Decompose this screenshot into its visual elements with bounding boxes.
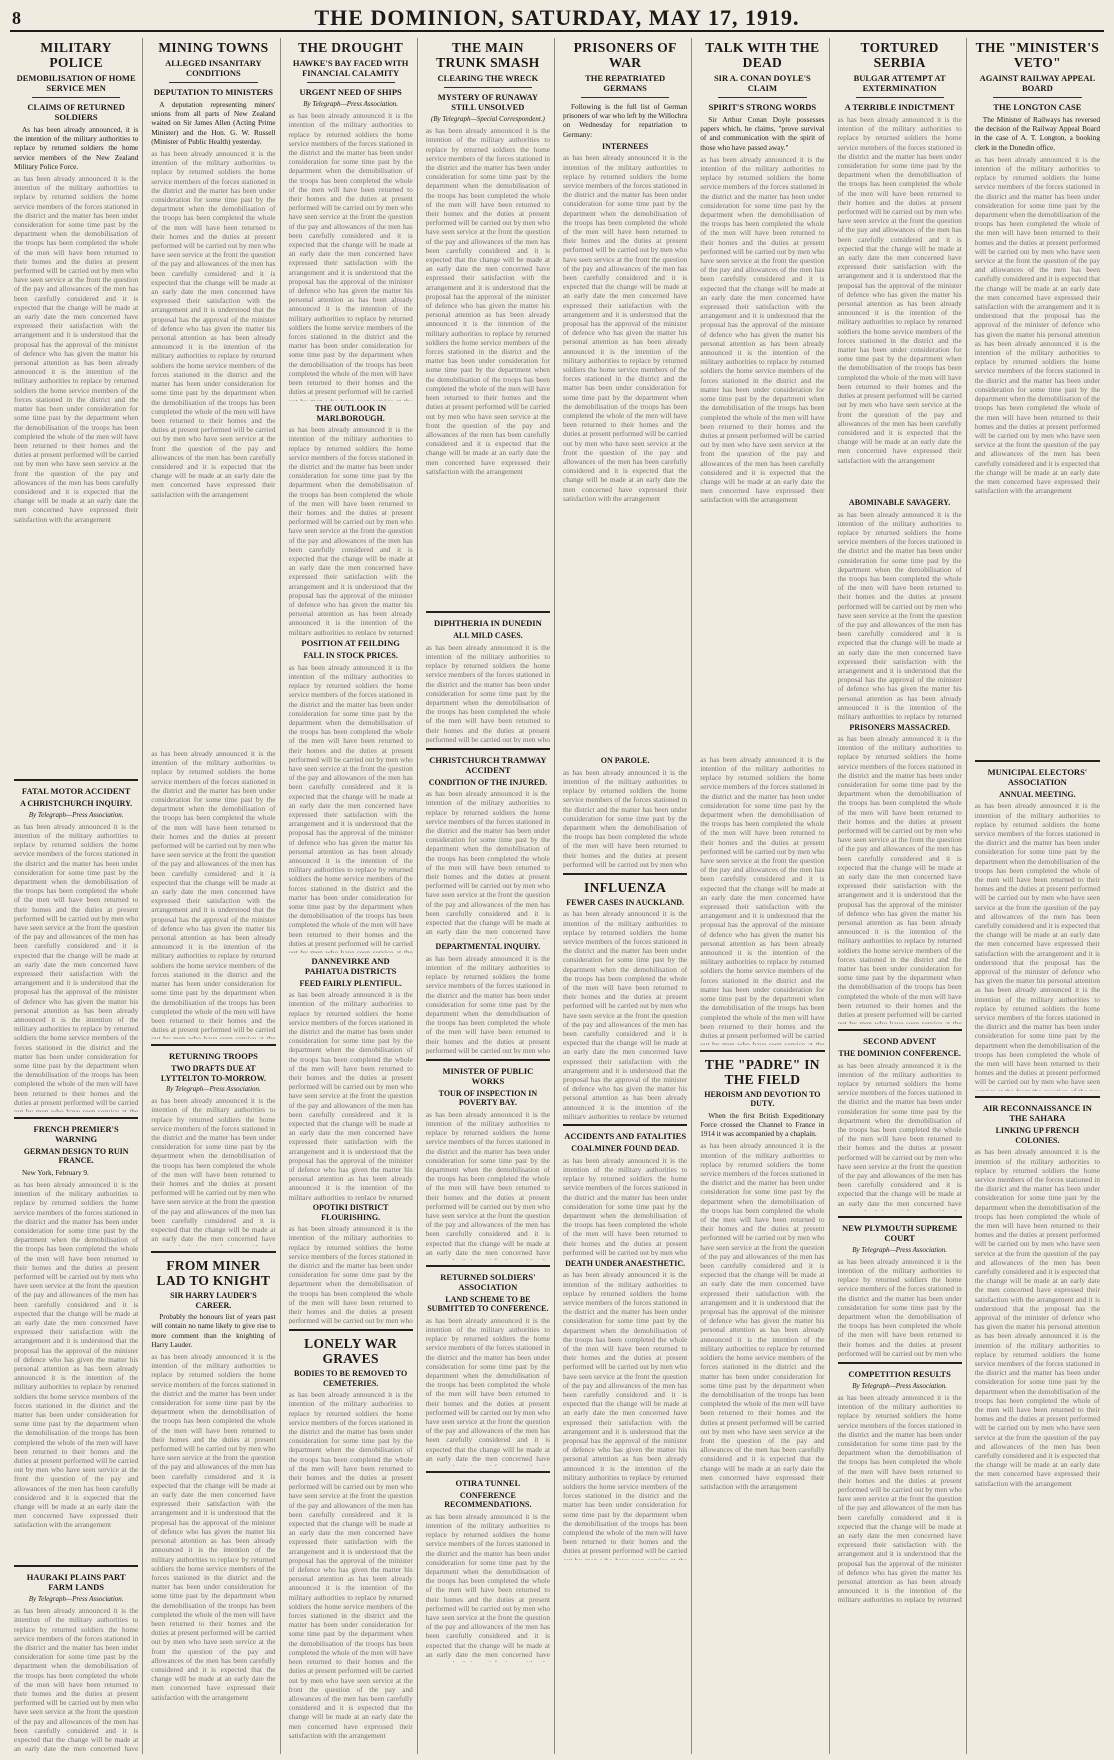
- article-body-text: [975, 801, 1100, 1091]
- article-body-text: [14, 174, 138, 774]
- divider: [426, 1059, 550, 1061]
- deck-harry-lauder: SIR HARRY LAUDER'S CAREER.: [170, 1291, 257, 1310]
- article-body-text: [289, 990, 413, 1200]
- headline-returning-troops: RETURNING TROOPS: [168, 1051, 258, 1062]
- article-body-text: [700, 155, 824, 755]
- deck-fall-in-stock-prices: FALL IN STOCK PRICES.: [303, 651, 398, 661]
- deck-condition-of-injured: CONDITION OF THE INJURED.: [428, 777, 547, 787]
- deck-bulgar-attempt: BULGAR ATTEMPT AT EXTERMINATION: [853, 73, 946, 93]
- headline-new-plymouth-court: NEW PLYMOUTH SUPREME COURT: [842, 1222, 958, 1243]
- divider: [14, 1565, 138, 1567]
- divider: [14, 779, 138, 781]
- divider: [856, 97, 944, 98]
- headline-second-advent: SECOND ADVENT: [863, 1036, 937, 1046]
- deck-death-under-anaesthetic: DEATH UNDER ANAESTHETIC.: [565, 1258, 686, 1268]
- article-body-text: [563, 909, 687, 1119]
- subhead-mystery-of-runaway: MYSTERY OF RUNAWAY STILL UNSOLVED: [437, 92, 539, 112]
- headline-main-trunk-smash: THE MAIN TRUNK SMASH: [436, 40, 540, 70]
- article-lead: The Minister of Railways has reversed the decision of the Railway Appeal Board in the case of A. T. Longton, a booking clerk in the Dunedin office.: [974, 115, 1100, 152]
- article-body-text: [289, 1224, 413, 1324]
- divider: [581, 97, 669, 98]
- deck-poverty-bay-tour: TOUR OF INSPECTION IN POVERTY BAY.: [438, 1088, 538, 1108]
- article-columns: [10, 38, 1104, 1754]
- subhead-marlborough: THE OUTLOOK IN MARLBOROUGH.: [315, 404, 387, 423]
- divider: [151, 1044, 275, 1046]
- article-body-text: [426, 789, 550, 939]
- article-lead: Following is the full list of German prisoners of war who left by the Willochra on Wednesday for repatriation to Germany:: [563, 102, 688, 139]
- article-body-text: [426, 1316, 550, 1466]
- deck-demobilisation: DEMOBILISATION OF HOME SERVICE MEN: [16, 73, 136, 93]
- divider: [718, 97, 806, 98]
- deck-clearing-the-wreck: CLEARING THE WRECK: [437, 73, 539, 83]
- deck-hawkes-bay: HAWKE'S BAY FACED WITH FINANCIAL CALAMITY: [292, 58, 409, 78]
- article-body-text: [14, 822, 138, 1112]
- deck-annual-meeting: ANNUAL MEETING.: [999, 789, 1076, 799]
- article-body-text: [14, 1180, 138, 1560]
- deck-heroism-devotion: HEROISM AND DEVOTION TO DUTY.: [704, 1089, 821, 1109]
- byline: By Telegraph—Press Association.: [165, 1085, 261, 1094]
- headline-accidents-fatalities: ACCIDENTS AND FATALITIES: [564, 1131, 687, 1142]
- article-body-text: [289, 663, 413, 953]
- headline-minister-public-works: MINISTER OF PUBLIC WORKS: [442, 1065, 534, 1086]
- deck-dominion-conference: THE DOMINION CONFERENCE.: [838, 1049, 961, 1058]
- article-lead: When the first British Expeditionary Force crossed the Channel to France in 1914 it was accompanied by a chaplain.: [700, 1110, 825, 1139]
- headline-municipal-electors: MUNICIPAL ELECTORS' ASSOCIATION: [987, 766, 1088, 787]
- column-5: [559, 38, 692, 1754]
- subhead-urgent-need-of-ships: URGENT NEED OF SHIPS: [299, 87, 402, 97]
- deck-all-mild-cases: ALL MILD CASES.: [453, 631, 523, 641]
- deck-departmental-inquiry: DEPARTMENTAL INQUIRY.: [435, 942, 541, 952]
- divider: [993, 97, 1082, 98]
- subhead-spirits-strong-words: SPIRIT'S STRONG WORDS: [708, 102, 817, 112]
- column-1: [10, 38, 143, 1754]
- deck-linking-french-colonies: LINKING UP FRENCH COLONIES.: [995, 1126, 1080, 1145]
- subhead-deputation: DEPUTATION TO MINISTERS: [153, 87, 274, 97]
- headline-the-drought: THE DROUGHT: [298, 40, 404, 55]
- subhead-prisoners-massacred: PRISONERS MASSACRED.: [849, 722, 950, 732]
- divider: [975, 760, 1100, 762]
- divider: [426, 611, 550, 613]
- divider: [563, 873, 687, 875]
- subhead-opotiki: OPOTIKI DISTRICT FLOURISHING.: [312, 1203, 389, 1222]
- divider: [32, 97, 120, 98]
- newspaper-title: THE DOMINION, SATURDAY, MAY 17, 1919.: [314, 5, 800, 30]
- headline-otira-tunnel: OTIRA TUNNEL: [455, 1477, 521, 1488]
- article-body-text: [700, 1141, 824, 1521]
- article-body-text: [838, 1257, 962, 1357]
- deck-insanitary-conditions: ALLEGED INSANITARY CONDITIONS: [165, 58, 262, 78]
- deck-feed-plentiful: FEED FAIRLY PLENTIFUL.: [299, 978, 402, 988]
- divider: [444, 87, 532, 88]
- article-body-text: [838, 115, 962, 495]
- headline-miner-lad-to-knight: FROM MINER LAD TO KNIGHT: [156, 1258, 271, 1289]
- byline: (By Telegraph—Special Correspondent.): [430, 115, 545, 123]
- article-body-text: [426, 1512, 550, 1662]
- subhead-dannevirke: DANNEVIRKE AND PAHIATUA DISTRICTS: [304, 955, 397, 976]
- subhead-abominable-savagery: ABOMINABLE SAVAGERY.: [848, 498, 951, 507]
- byline: By Telegraph—Press Association.: [303, 100, 399, 108]
- column-6: [696, 38, 829, 1754]
- deck-railway-appeal-board: AGAINST RAILWAY APPEAL BOARD: [979, 73, 1096, 93]
- deck-fewer-cases: FEWER CASES IN AUCKLAND.: [566, 897, 685, 907]
- article-body-text: [838, 1393, 962, 1603]
- headline-prisoners-of-war: PRISONERS OF WAR: [573, 40, 677, 70]
- column-7: [834, 38, 967, 1754]
- byline: By Telegraph—Press Association.: [28, 810, 124, 819]
- article-lead: Sir Arthur Conan Doyle possesses papers which, he claims, "prove survival of and communication with the spirit of those who have passed away.": [700, 115, 825, 152]
- divider: [169, 82, 257, 83]
- headline-returned-soldiers-association: RETURNED SOLDIERS' ASSOCIATION: [440, 1271, 536, 1292]
- article-body-text: [838, 510, 962, 720]
- article-body-text: [426, 643, 550, 743]
- divider: [426, 1471, 550, 1473]
- headline-talk-with-the-dead: TALK WITH THE DEAD: [705, 40, 820, 70]
- article-body-text: [151, 1096, 275, 1246]
- headline-competition-results: COMPETITION RESULTS: [848, 1368, 951, 1379]
- divider: [426, 748, 550, 750]
- headline-fatal-motor-accident: FATAL MOTOR ACCIDENT: [21, 786, 131, 797]
- article-body-text: [563, 153, 687, 753]
- headline-padre-in-the-field: THE "PADRE" IN THE FIELD: [704, 1056, 820, 1087]
- article-body-text: [426, 954, 550, 1054]
- headline-hauraki-plains: HAURAKI PLAINS PART FARM LANDS: [26, 1571, 126, 1592]
- deck-land-scheme: LAND SCHEME TO BE SUBMITTED TO CONFERENCE.: [427, 1294, 549, 1314]
- subhead-on-parole: ON PAROLE.: [600, 756, 650, 766]
- article-body-text: [289, 1390, 413, 1754]
- article-body-text: [838, 1061, 962, 1211]
- divider: [975, 1096, 1100, 1098]
- subhead-internees: INTERNEES: [602, 141, 649, 151]
- subhead-longton-case: THE LONGTON CASE: [993, 102, 1082, 112]
- subhead-terrible-indictment: A TERRIBLE INDICTMENT: [844, 102, 955, 112]
- article-body-text: [975, 155, 1100, 755]
- article-body-text: [289, 425, 413, 635]
- deck-conan-doyle: SIR A. CONAN DOYLE'S CLAIM: [713, 73, 811, 93]
- article-body-text: [426, 1110, 550, 1260]
- article-body-text: [700, 755, 824, 1045]
- deck-conference-recommendations: CONFERENCE RECOMMENDATIONS.: [444, 1490, 532, 1510]
- headline-tortured-serbia: TORTURED SERBIA: [860, 40, 939, 70]
- article-body-text: [14, 1606, 138, 1754]
- masthead: [10, 6, 1104, 32]
- article-lead: A deputation representing miners' unions from all parts of New Zealand waited on Sir James Allen (Acting Prime Minister) and the Hon. G. W. Russell (Minister of Public Health) yesterday.: [151, 100, 276, 146]
- article-body-text: [563, 1270, 687, 1560]
- subhead-claims: CLAIMS OF RETURNED SOLDIERS: [27, 102, 125, 122]
- divider: [426, 1265, 550, 1267]
- divider: [289, 1329, 413, 1331]
- divider: [838, 1362, 962, 1364]
- article-body-text: [563, 1156, 687, 1256]
- article-lead: As has been already announced, it is the intention of the military authorities to replace by returned soldiers the home service members of the New Zealand Military Police Force.: [14, 125, 139, 171]
- column-4: [422, 38, 555, 1754]
- article-lead: Probably the honours list of years past will contain no name likely to give rise to more comment than the knighting of Harry Lauder.: [151, 1312, 276, 1349]
- article-body-text: [151, 149, 275, 749]
- page-number: 8: [12, 7, 21, 28]
- deck-bodies-removed: BODIES TO BE REMOVED TO CEMETERIES.: [294, 1369, 408, 1388]
- article-body-text: [563, 768, 687, 868]
- headline-diphtheria: DIPHTHERIA IN DUNEDIN: [434, 618, 542, 629]
- deck-coalminer-found-dead: COALMINER FOUND DEAD.: [571, 1144, 680, 1154]
- column-3: [285, 38, 418, 1754]
- article-dateline: New York, February 9.: [22, 1167, 89, 1177]
- column-8: [971, 38, 1104, 1754]
- divider: [307, 82, 395, 83]
- divider: [700, 1050, 824, 1052]
- deck-repatriated-germans: THE REPATRIATED GERMANS: [585, 73, 666, 93]
- byline: By Telegraph—Press Association.: [852, 1245, 948, 1254]
- headline-french-premier: FRENCH PREMIER'S WARNING: [33, 1123, 119, 1144]
- deck-two-drafts: TWO DRAFTS DUE AT LYTTELTON TO-MORROW.: [160, 1064, 266, 1083]
- divider: [563, 1124, 687, 1126]
- headline-mining-towns: MINING TOWNS: [158, 40, 269, 55]
- headline-ministers-veto: THE "MINISTER'S VETO": [975, 40, 1100, 70]
- article-body-text: [151, 749, 275, 1039]
- divider: [14, 1117, 138, 1119]
- divider: [838, 1216, 962, 1218]
- headline-influenza: INFLUENZA: [584, 879, 667, 895]
- article-body-text: [838, 734, 962, 1024]
- article-body-text: [426, 126, 550, 606]
- headline-lonely-war-graves: LONELY WAR GRAVES: [304, 1336, 398, 1367]
- article-body-text: [289, 111, 413, 401]
- article-body-text: [151, 1352, 275, 1732]
- subhead-feilding: POSITION AT FEILDING: [301, 638, 400, 649]
- byline: By Telegraph—Press Association.: [28, 1594, 124, 1603]
- article-body-text: [975, 1147, 1100, 1527]
- byline: By Telegraph—Press Association.: [852, 1381, 948, 1390]
- divider: [151, 1251, 275, 1253]
- headline-military-police: MILITARY POLICE: [40, 40, 112, 70]
- headline-tramway-accident: CHRISTCHURCH TRAMWAY ACCIDENT: [429, 754, 547, 775]
- divider: [838, 1029, 962, 1031]
- headline-air-reconnaissance: AIR RECONNAISSANCE IN THE SAHARA: [982, 1103, 1092, 1124]
- deck-christchurch-inquiry: A CHRISTCHURCH INQUIRY.: [20, 799, 133, 809]
- column-2: [147, 38, 280, 1754]
- deck-german-design: GERMAN DESIGN TO RUIN FRANCE.: [23, 1146, 129, 1166]
